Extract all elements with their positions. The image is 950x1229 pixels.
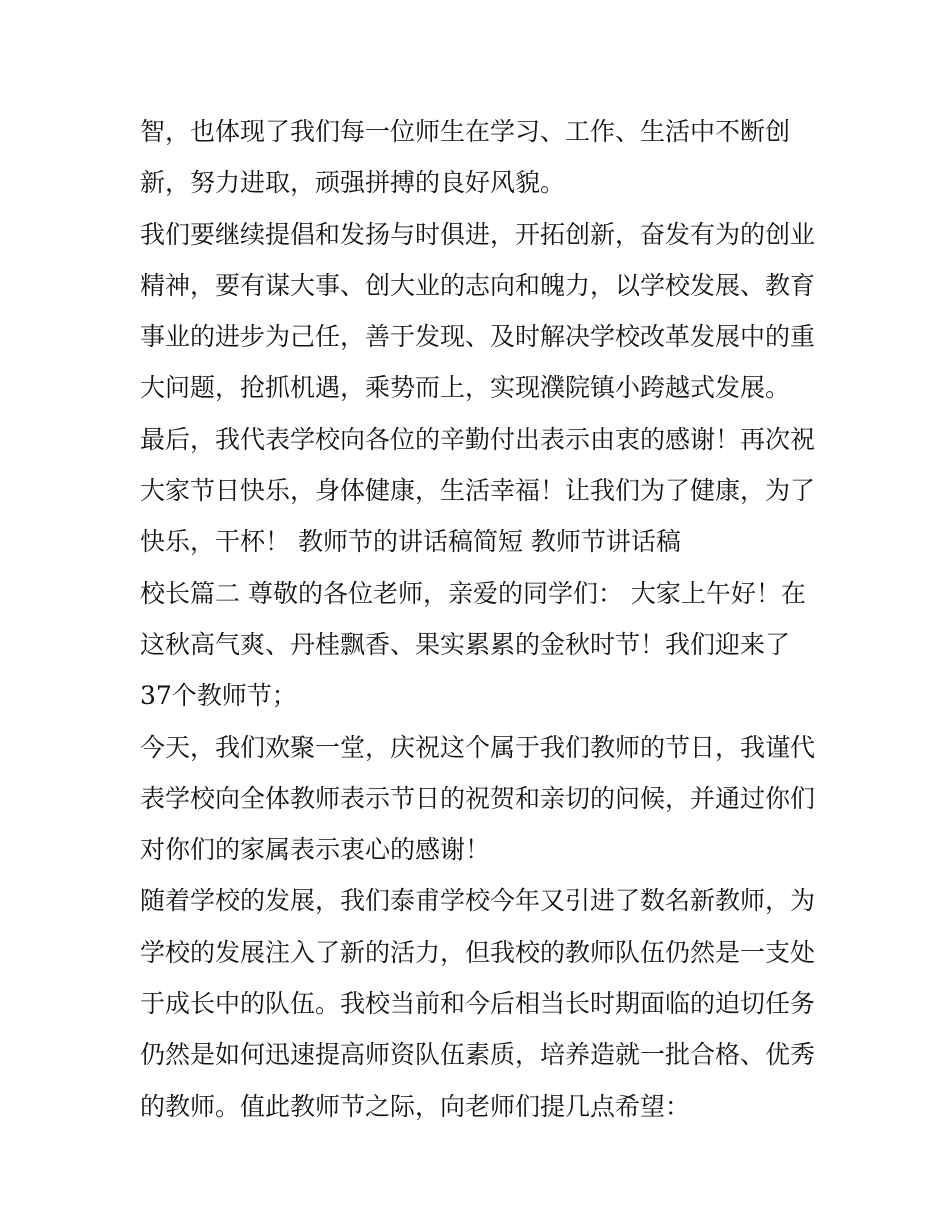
text-line: 快乐，干杯！ 教师节的讲话稿简短 教师节讲话稿 xyxy=(140,527,681,557)
text-line: 的教师。值此教师节之际，向老师们提几点希望： xyxy=(140,1091,691,1121)
text-line: 大问题，抢抓机遇，乘势而上，实现濮院镇小跨越式发展。 xyxy=(140,373,791,403)
text-line: 我们要继续提倡和发扬与时俱进，开拓创新，奋发有为的创业 xyxy=(140,219,816,249)
text-line: 精神，要有谋大事、创大业的志向和魄力，以学校发展、教育 xyxy=(140,270,816,300)
text-line: 学校的发展注入了新的活力，但我校的教师队伍仍然是一支处 xyxy=(140,937,816,967)
text-line: 校长篇二 尊敬的各位老师，亲爱的同学们： 大家上午好！在 xyxy=(140,578,806,608)
text-line: 对你们的家属表示衷心的感谢！ xyxy=(140,835,491,865)
text-line: 仍然是如何迅速提高师资队伍素质，培养造就一批合格、优秀 xyxy=(140,1040,816,1070)
text-line: 这秋高气爽、丹桂飘香、果实累累的金秋时节！我们迎来了 xyxy=(140,629,791,659)
text-line: 于成长中的队伍。我校当前和今后相当长时期面临的迫切任务 xyxy=(140,989,816,1019)
text-line: 新，努力进取，顽强拼搏的良好风貌。 xyxy=(140,168,566,198)
text-line: 表学校向全体教师表示节日的祝贺和亲切的问候，并通过你们 xyxy=(140,783,816,813)
text-line: 37个教师节； xyxy=(140,681,297,711)
text-line: 事业的进步为己任，善于发现、及时解决学校改革发展中的重 xyxy=(140,322,816,352)
speech-text-body xyxy=(140,106,830,1132)
text-line: 大家节日快乐，身体健康，生活幸福！让我们为了健康，为了 xyxy=(140,476,816,506)
text-line: 智，也体现了我们每一位师生在学习、工作、生活中不断创 xyxy=(140,117,791,146)
text-line: 随着学校的发展，我们泰甫学校今年又引进了数名新教师，为 xyxy=(140,886,816,916)
text-line: 最后，我代表学校向各位的辛勤付出表示由衷的感谢！再次祝 xyxy=(140,424,816,454)
text-line: 今天，我们欢聚一堂，庆祝这个属于我们教师的节日，我谨代 xyxy=(140,732,816,762)
